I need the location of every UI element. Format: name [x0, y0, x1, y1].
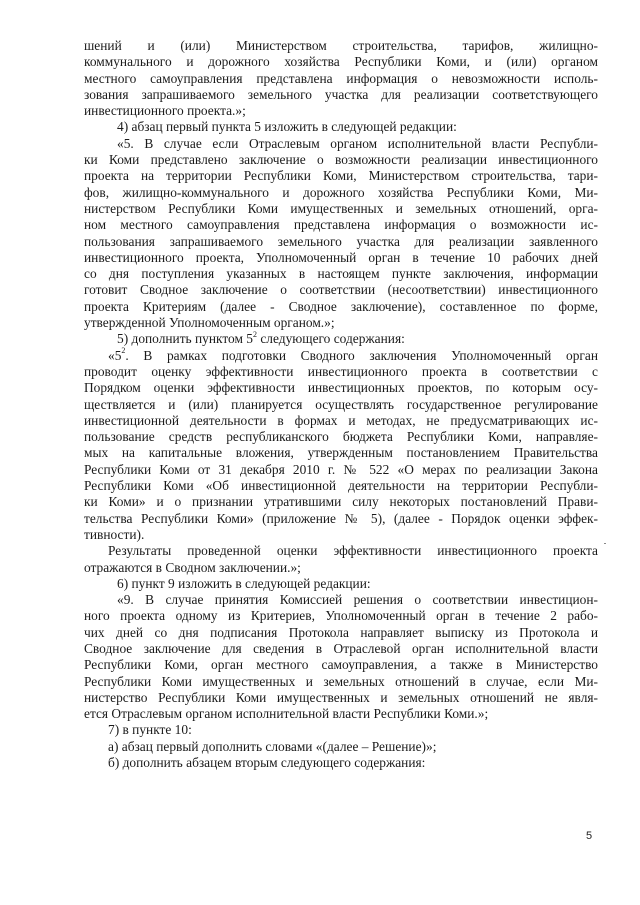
line-text: мых на капитальные вложения, утвержденным постановлением Правительства	[84, 445, 598, 461]
line-text: готовит Сводное заключение о соответствии (несоответствии) инвестиционного	[84, 282, 598, 298]
text-line	[84, 348, 598, 364]
text-line	[84, 543, 598, 559]
line-text: нистерство Республики Коми имущественных и земельных отношений не явля-	[84, 689, 598, 705]
line-text: «5	[108, 347, 122, 363]
line-text: инвестиционного проекта, Уполномоченный орган в течение 10 рабочих дней	[84, 249, 598, 265]
line-text: ки Коми» и о признании утратившими силу некоторых постановлений Прави-	[84, 494, 598, 510]
line-text: ется Отраслевым органом исполнительной власти Республики Коми.»;	[84, 706, 489, 722]
text-line	[84, 462, 598, 478]
text-line	[84, 266, 598, 282]
text-line	[84, 722, 598, 738]
text-line	[84, 217, 598, 233]
text-line	[84, 315, 598, 331]
line-text: проекта на территории Республики Коми, Министерством строительства, тари-	[84, 168, 598, 184]
superscript: 2	[121, 346, 126, 356]
text-line	[84, 511, 598, 527]
line-text-tail: . В рамках подготовки Сводного заключения Уполномоченный орган	[125, 347, 598, 363]
text-line	[84, 250, 598, 266]
text-line	[84, 71, 598, 87]
line-text: тельства Республики Коми» (приложение № 5), (далее - Порядок оценки эффек-	[84, 510, 598, 526]
line-text: инвестиционного проекта.»;	[84, 103, 246, 119]
text-line	[84, 625, 598, 641]
line-text: «9. В случае принятия Комиссией решения о соответствии инвестицион-	[117, 592, 598, 608]
text-line	[84, 641, 598, 657]
text-line	[84, 397, 598, 413]
text-line	[84, 576, 598, 592]
line-text: Республики Коми от 31 декабря 2010 г. № 522 «О мерах по реализации Закона	[84, 461, 598, 477]
text-line	[84, 380, 598, 396]
line-text: пользование средств республиканского бюджета Республики Коми, направляе-	[84, 429, 598, 445]
text-line	[84, 478, 598, 494]
text-line	[84, 87, 598, 103]
text-line	[84, 119, 598, 135]
text-line	[84, 103, 598, 119]
page-number: 5	[586, 830, 593, 842]
text-line	[84, 657, 598, 673]
line-text: ществляется и (или) планируется осуществлять государственное регулирование	[84, 396, 598, 412]
text-line	[84, 608, 598, 624]
text-line	[84, 136, 598, 152]
text-line	[84, 592, 598, 608]
text-line	[84, 364, 598, 380]
line-text: отражаются в Сводном заключении.»;	[84, 559, 301, 575]
line-text: проекта Критериям (далее - Сводное заключение), составленное по форме,	[84, 298, 598, 314]
text-line	[84, 445, 598, 461]
line-text: 7) в пункте 10:	[108, 722, 192, 738]
text-line	[84, 690, 598, 706]
text-line	[84, 331, 598, 347]
line-text: Республики Коми имущественных и земельных отношений в случае, если Ми-	[84, 673, 598, 689]
line-text: Порядком оценки эффективности инвестиционных проектов, по которым осу-	[84, 380, 598, 396]
text-line	[84, 299, 598, 315]
text-line	[84, 706, 598, 722]
line-text-tail: следующего содержания:	[257, 331, 405, 347]
text-line	[84, 282, 598, 298]
line-text: ного проекта одному из Критериев, Уполномоченный орган в течение 2 рабо-	[84, 608, 598, 624]
line-text: 5) дополнить пунктом 5	[117, 331, 254, 347]
line-text: а) абзац первый дополнить словами «(далее – Решение)»;	[108, 738, 437, 754]
text-line	[84, 54, 598, 70]
line-text: нистерством Республики Коми имущественных и земельных отношений, орга-	[84, 200, 598, 216]
line-text: пользования запрашиваемого земельного участка для реализации заявленного	[84, 233, 598, 249]
text-line	[84, 201, 598, 217]
line-text: проводит оценку эффективности инвестиционного проекта в соответствии с	[84, 363, 598, 379]
text-line	[84, 152, 598, 168]
line-text: чих дней со дня подписания Протокола направляет выписку из Протокола и	[84, 624, 598, 640]
line-text: тивности).	[84, 526, 145, 542]
line-text: местного самоуправления представлена информация о невозможности исполь-	[84, 70, 598, 86]
line-text: 6) пункт 9 изложить в следующей редакции:	[117, 575, 371, 591]
text-line	[84, 755, 598, 771]
text-line	[84, 234, 598, 250]
line-text: инвестиционной деятельности в формах и методах, не предусматривающих ис-	[84, 412, 598, 428]
text-line	[84, 429, 598, 445]
text-line	[84, 185, 598, 201]
text-line	[84, 413, 598, 429]
line-text: шений и (или) Министерством строительства, тарифов, жилищно-	[84, 38, 598, 53]
scan-speck	[604, 543, 606, 544]
text-line	[84, 168, 598, 184]
superscript: 2	[253, 329, 258, 339]
text-line	[84, 560, 598, 576]
line-text: Результаты проведенной оценки эффективности инвестиционного проекта	[108, 543, 598, 559]
text-line	[84, 494, 598, 510]
line-text: зования запрашиваемого земельного участка для реализации соответствующего	[84, 86, 598, 102]
document-body	[84, 38, 598, 771]
line-text: фов, жилищно-коммунального и дорожного хозяйства Республики Коми, Ми-	[84, 184, 598, 200]
text-line	[84, 739, 598, 755]
line-text: ки Коми представлено заключение о возможности реализации инвестиционного	[84, 152, 598, 168]
text-line	[84, 38, 598, 54]
text-line	[84, 674, 598, 690]
line-text: утвержденной Уполномоченным органом.»;	[84, 315, 335, 331]
line-text: ном местного самоуправления представлена информация о возможности ис-	[84, 217, 598, 233]
line-text: Республики Коми, орган местного самоуправления, а также в Министерство	[84, 657, 598, 673]
line-text: со дня поступления указанных в настоящем пункте заключения, информации	[84, 266, 598, 282]
text-line	[84, 527, 598, 543]
line-text: Сводное заключение для сведения в Отраслевой орган исполнительной власти	[84, 640, 598, 656]
line-text: 4) абзац первый пункта 5 изложить в следующей редакции:	[117, 119, 457, 135]
line-text: б) дополнить абзацем вторым следующего содержания:	[108, 755, 426, 771]
line-text: «5. В случае если Отраслевым органом исполнительной власти Республи-	[117, 135, 598, 151]
line-text: Республики Коми «Об инвестиционной деятельности на территории Республи-	[84, 478, 598, 494]
line-text: коммунального и дорожного хозяйства Республики Коми, и (или) органом	[84, 54, 598, 70]
